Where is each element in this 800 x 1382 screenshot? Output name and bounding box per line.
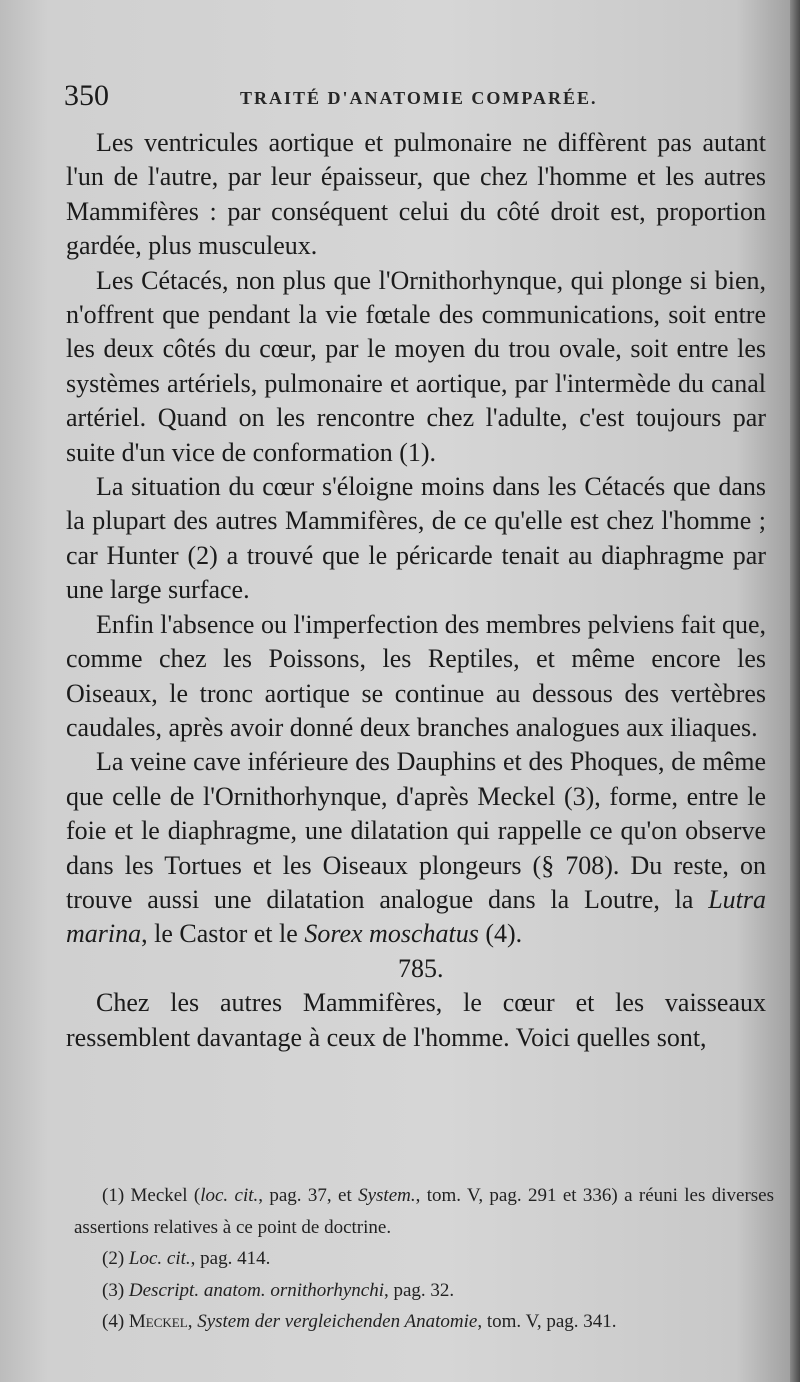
- footnotes: [74, 1180, 774, 1338]
- footnote-4-prefix: (4): [102, 1311, 129, 1332]
- footnote-2-citation: Loc. cit.: [128, 1248, 191, 1269]
- paragraph-ventricles: Les ventricules aortique et pulmonaire ne diffèrent pas autant l'un de l'autre, par leur épaisseur, que chez l'homme et les autres Mammifères : par conséquent celui du côté droit est, proportion gardée, plus musculeux.: [66, 128, 766, 261]
- page-gutter-shadow: [790, 0, 800, 1382]
- footnote-3-citation: Descript. anatom. ornithorhynchi: [128, 1279, 384, 1301]
- section-number: 785.: [398, 953, 444, 983]
- footnote-4: [74, 1306, 774, 1338]
- paragraph-vena-cava: [66, 745, 766, 951]
- species-lutra-marina: Lutra marina: [66, 884, 766, 949]
- footnote-1-citation: loc. cit.: [200, 1185, 259, 1206]
- footnote-4-mid: ,: [187, 1311, 198, 1332]
- page-header: [64, 76, 764, 116]
- paragraph-heart-position: La situation du cœur s'éloigne moins dans les Cétacés que dans la plupart des autres Mammifères, de ce qu'elle est chez l'homme ; car Hunter (2) a trouvé que le péricarde tenait au diaphragme par une large surface.: [66, 472, 766, 605]
- running-title: TRAITÉ D'ANATOMIE COMPARÉE.: [240, 88, 598, 108]
- vena-cava-text-3: (4).: [478, 919, 523, 949]
- footnote-3: [74, 1275, 774, 1307]
- body-text: [66, 126, 766, 1055]
- footnote-2: [74, 1243, 774, 1275]
- footnote-1-mid: , pag. 37, et: [258, 1185, 359, 1206]
- footnote-2-suffix: , pag. 414.: [190, 1248, 271, 1269]
- paragraph-aortic-trunk: Enfin l'absence ou l'imperfection des membres pelviens fait que, comme chez les Poissons, les Reptiles, et même encore les Oiseaux, le tronc aortique se continue au dessous des vertèbres caudales, après avoir donné deux branches analogues aux iliaques.: [66, 609, 766, 742]
- vena-cava-text-1: La veine cave inférieure des Dauphins et des Phoques, de même que celle de l'Ornithorhynque, d'après Meckel (3), forme, entre le foie et le diaphragme, une dilatation qui rappelle ce qu'on observe dans les Tortues et les Oiseaux plongeurs (§ 708). Du reste, on trouve aussi une dilatation analogue dans la Loutre, la: [66, 747, 766, 914]
- footnote-1-prefix: (1) Meckel (: [102, 1185, 201, 1206]
- paragraph-cetaceans-communications: Les Cétacés, non plus que l'Ornithorhynque, qui plonge si bien, n'offrent que pendant la vie fœtale des communications, soit entre les deux côtés du cœur, par le moyen du trou ovale, soit entre les systèmes artériels, pulmonaire et aortique, par l'intermède du canal artériel. Quand on les rencontre chez l'adulte, c'est toujours par suite d'un vice de conformation (1).: [66, 265, 766, 467]
- footnote-3-suffix: , pag. 32.: [384, 1279, 455, 1301]
- footnote-1-system: System.: [358, 1185, 416, 1206]
- footnote-4-author: Meckel: [128, 1311, 188, 1332]
- paragraph-other-mammals: Chez les autres Mammifères, le cœur et les vaisseaux ressemblent davantage à ceux de l'homme. Voici quelles sont,: [66, 988, 766, 1052]
- footnote-2-prefix: (2): [102, 1248, 129, 1269]
- footnote-3-prefix: (3): [102, 1279, 129, 1301]
- species-sorex-moschatus: Sorex moschatus: [304, 919, 479, 949]
- footnote-1-suffix: , tom. V, pag. 291 et 336) a réuni les diverses assertions relatives à ce point de doctrine.: [74, 1185, 774, 1238]
- footnote-1: [74, 1180, 774, 1243]
- page-number: 350: [64, 79, 109, 112]
- footnote-4-citation: System der vergleichenden Anatomie: [197, 1311, 478, 1332]
- vena-cava-text-2: , le Castor et le: [141, 919, 305, 949]
- footnote-4-suffix: , tom. V, pag. 341.: [477, 1311, 617, 1332]
